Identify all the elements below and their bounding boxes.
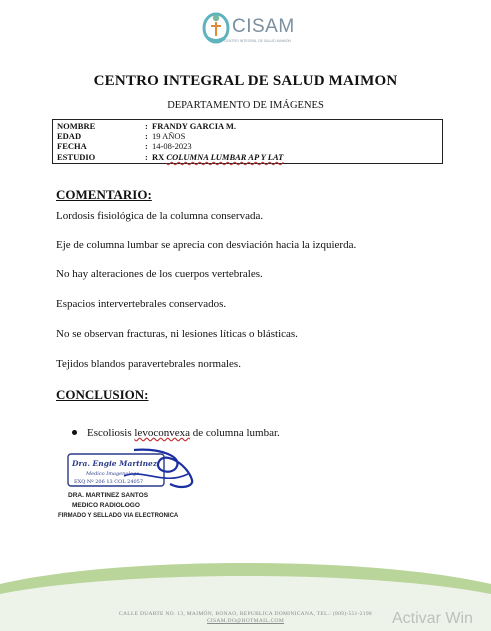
signature-stamp-icon: [64, 446, 204, 492]
conclusion-term: levoconvexa: [134, 427, 190, 439]
study-prefix: RX: [152, 152, 165, 162]
comment-line: Tejidos blandos paravertebrales normales.: [56, 358, 241, 370]
bullet-dot-icon: [72, 430, 77, 435]
study-colon: :: [145, 152, 148, 162]
signature-note: FIRMADO Y SELLADO VIA ELECTRONICA: [58, 513, 179, 519]
conclusion-text-pre: Escoliosis: [87, 427, 132, 439]
conclusion-bullet-item: [72, 427, 280, 439]
department-title: DEPARTAMENTO DE IMÁGENES: [167, 100, 324, 111]
clinic-logo: [198, 8, 318, 52]
logo-subtitle: CENTRO INTEGRAL DE SALUD MAIMON: [224, 39, 291, 43]
comment-line: Espacios intervertebrales conservados.: [56, 298, 227, 310]
name-value: FRANDY GARCIA M.: [152, 121, 236, 131]
svg-text:Dra. Engie Martinez: Dra. Engie Martinez: [72, 459, 158, 468]
study-label: ESTUDIO: [57, 152, 96, 162]
svg-text:EXQ Nº 206 13 COL 24057: EXQ Nº 206 13 COL 24057: [74, 479, 144, 485]
patient-info-box: [52, 119, 443, 164]
footer-address: CALLE DUARTE NO. 13, MAIMÓN, BONAO, REPUBLICA DOMINICANA, TEL.: (809)-551-2198: [119, 611, 372, 617]
report-title: CENTRO INTEGRAL DE SALUD MAIMON: [93, 73, 398, 89]
age-colon: :: [145, 131, 148, 141]
age-value: 19 AÑOS: [152, 131, 186, 141]
conclusion-text-post: de columna lumbar.: [192, 427, 280, 439]
comment-line: Lordosis fisiológica de la columna conservada.: [56, 210, 264, 222]
doctor-name: DRA. MARTINEZ SANTOS: [68, 492, 149, 499]
name-colon: :: [145, 121, 148, 131]
comment-heading: COMENTARIO:: [56, 187, 152, 202]
svg-text:Medico Imagenologo: Medico Imagenologo: [86, 471, 140, 477]
activate-windows-watermark: Activar Win: [392, 610, 473, 627]
study-name: COLUMNA LUMBAR AP Y LAT: [166, 152, 284, 162]
comment-line: Eje de columna lumbar se aprecia con desviación hacia la izquierda.: [56, 239, 357, 251]
study-value: [152, 152, 283, 162]
footer-email-link[interactable]: CISAM.DO@HOTMAIL.COM: [206, 618, 285, 624]
comment-line: No se observan fracturas, ni lesiones líticas o blásticas.: [56, 328, 298, 340]
conclusion-heading: CONCLUSION:: [56, 387, 149, 402]
age-label: EDAD: [57, 131, 82, 141]
date-label: FECHA: [57, 141, 87, 151]
name-label: NOMBRE: [57, 121, 96, 131]
comment-line: No hay alteraciones de los cuerpos vertebrales.: [56, 268, 263, 280]
logo-wordmark: CISAM: [232, 16, 295, 37]
date-value: 14-08-2023: [152, 141, 192, 151]
doctor-role: MEDICO RADIOLOGO: [72, 502, 140, 509]
date-colon: :: [145, 141, 148, 151]
